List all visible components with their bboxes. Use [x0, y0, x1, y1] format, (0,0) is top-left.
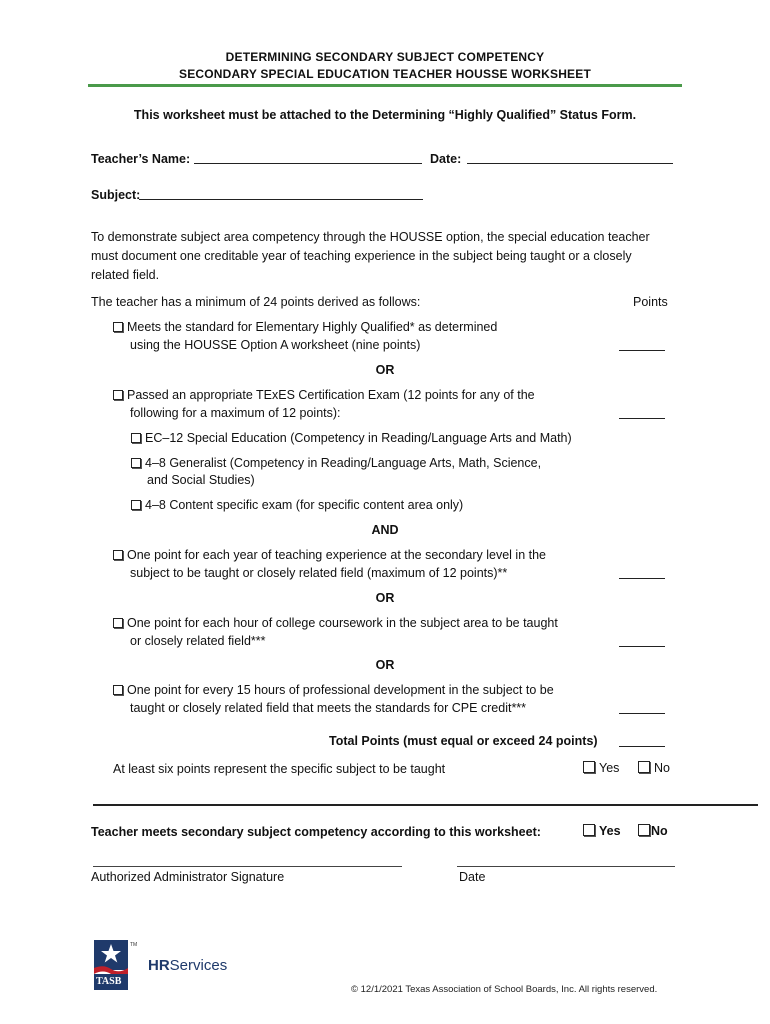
header-rule [88, 84, 682, 87]
item5-points-blank[interactable] [619, 701, 665, 714]
item1-row [113, 320, 497, 334]
item2-row [113, 388, 535, 402]
item1-line2: using the HOUSSE Option A worksheet (nine points) [130, 338, 421, 352]
sub2-line1: 4–8 Generalist (Competency in Reading/Language Arts, Math, Science, [145, 456, 542, 470]
svg-text:TM: TM [130, 942, 138, 948]
six-points-no-label: No [654, 761, 670, 775]
meets-no-checkbox[interactable] [638, 824, 650, 836]
item3-line2: subject to be taught or closely related field (maximum of 12 points)** [130, 566, 508, 580]
sub2-line2: and Social Studies) [147, 473, 255, 487]
item2-line2: following for a maximum of 12 points): [130, 406, 341, 420]
meets-yes-checkbox[interactable] [583, 824, 595, 836]
sub1-text: EC–12 Special Education (Competency in Reading/Language Arts and Math) [145, 431, 572, 445]
copyright-footer: © 12/1/2021 Texas Association of School Boards, Inc. All rights reserved. [351, 984, 658, 995]
signature-date-label: Date [459, 870, 486, 884]
item5-row [113, 683, 554, 697]
item5-checkbox[interactable] [113, 685, 123, 695]
points-column-header: Points [633, 295, 668, 309]
subject-label: Subject: [91, 188, 141, 202]
signature-date-line[interactable] [457, 865, 675, 867]
meets-competency-text: Teacher meets secondary subject competency according to this worksheet: [91, 825, 541, 839]
six-points-yes-label: Yes [599, 761, 620, 775]
item3-checkbox[interactable] [113, 550, 123, 560]
item2-line1: Passed an appropriate TExES Certification Exam (12 points for any of the [127, 388, 535, 402]
six-points-no [638, 761, 670, 775]
item3-line1: One point for each year of teaching experience at the secondary level in the [127, 548, 547, 562]
sub2-checkbox[interactable] [131, 458, 141, 468]
signature-label: Authorized Administrator Signature [91, 870, 285, 884]
section-divider [93, 804, 758, 806]
item4-line1: One point for each hour of college coursework in the subject area to be taught [127, 616, 558, 630]
sub3-row [131, 498, 463, 512]
or-separator-2: OR [375, 591, 395, 605]
title-line-1: DETERMINING SECONDARY SUBJECT COMPETENCY [225, 50, 545, 64]
meets-no-label: No [651, 824, 668, 838]
item4-points-blank[interactable] [619, 634, 665, 647]
teacher-name-label: Teacher’s Name: [91, 152, 191, 166]
item5-line2: taught or closely related field that meets the standards for CPE credit*** [130, 701, 527, 715]
points-intro: The teacher has a minimum of 24 points derived as follows: [91, 295, 421, 309]
notice-text: This worksheet must be attached to the Determining “Highly Qualified” Status Form. [133, 108, 637, 122]
signature-line[interactable] [93, 865, 402, 867]
teacher-name-field[interactable] [194, 153, 422, 164]
total-points-blank[interactable] [619, 734, 665, 747]
six-points-no-checkbox[interactable] [638, 761, 650, 773]
tasb-logo-icon [94, 940, 138, 990]
item2-points-blank[interactable] [619, 406, 665, 419]
item3-points-blank[interactable] [619, 566, 665, 579]
hr-services-word: Services [169, 957, 228, 974]
item1-points-blank[interactable] [619, 338, 665, 351]
item4-row [113, 616, 558, 630]
sub1-checkbox[interactable] [131, 433, 141, 443]
meets-no [638, 824, 668, 838]
title-line-2: SECONDARY SPECIAL EDUCATION TEACHER HOUSSE WORKSHEET [179, 67, 591, 81]
item4-checkbox[interactable] [113, 618, 123, 628]
logo-text: TASB [96, 976, 122, 987]
item1-checkbox[interactable] [113, 322, 123, 332]
item3-row [113, 548, 546, 562]
sub2-row [131, 456, 541, 470]
meets-yes [583, 824, 621, 838]
sub3-checkbox[interactable] [131, 500, 141, 510]
date-field[interactable] [467, 153, 673, 164]
item1-line1: Meets the standard for Elementary Highly Qualified* as determined [127, 320, 498, 334]
and-separator: AND [371, 523, 399, 537]
hr-brand: HR [148, 957, 170, 974]
item4-line2: or closely related field*** [130, 634, 266, 648]
or-separator-3: OR [375, 658, 395, 672]
intro-paragraph: To demonstrate subject area competency through the HOUSSE option, the special education teacher must document one creditable year of teaching experience in the subject being taught or a closely related field. [91, 230, 650, 282]
item5-line1: One point for every 15 hours of professional development in the subject to be [127, 683, 554, 697]
or-separator-1: OR [375, 363, 395, 377]
item2-checkbox[interactable] [113, 390, 123, 400]
total-points-label: Total Points (must equal or exceed 24 points) [329, 734, 598, 748]
six-points-text: At least six points represent the specific subject to be taught [113, 762, 446, 776]
meets-yes-label: Yes [599, 824, 621, 838]
hr-services-brand [148, 957, 227, 974]
sub1-row [131, 431, 572, 445]
six-points-yes [583, 761, 619, 775]
sub3-text: 4–8 Content specific exam (for specific content area only) [145, 498, 464, 512]
six-points-yes-checkbox[interactable] [583, 761, 595, 773]
subject-field[interactable] [139, 189, 423, 200]
date-label: Date: [430, 152, 462, 166]
